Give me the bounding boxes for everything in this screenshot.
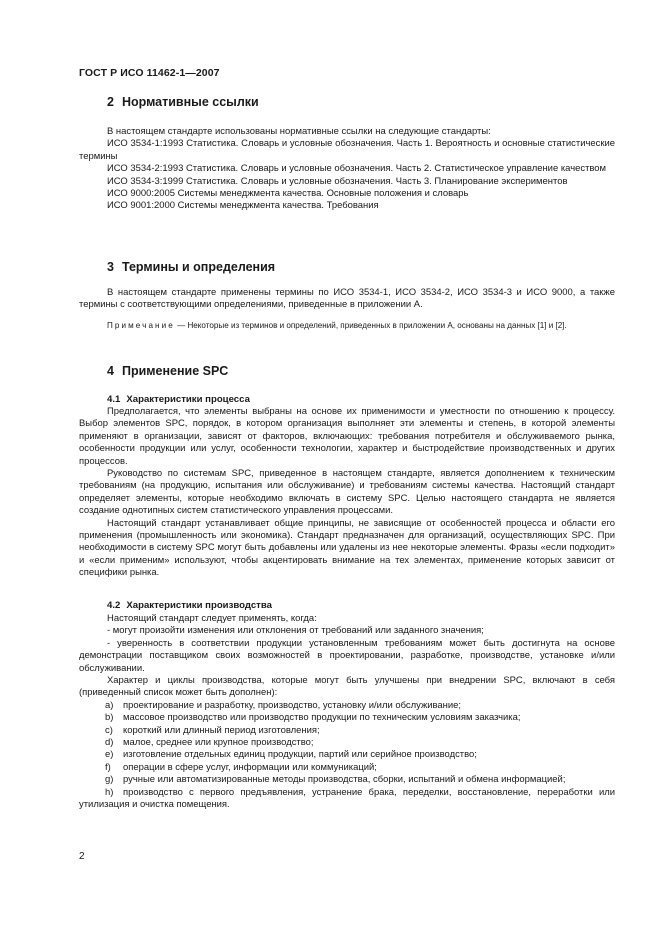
- list-item-text: изготовление отдельных единиц продукции, партий или серийное производство;: [123, 749, 477, 761]
- page-number: 2: [79, 851, 85, 862]
- section-3-note: [79, 320, 615, 332]
- list-item-text: массовое производство или производство продукции по техническим условиям заказчика;: [123, 712, 521, 724]
- list-item-label: b): [105, 712, 114, 724]
- section-number: 3: [107, 260, 114, 274]
- reference-item: ИСО 3534-2:1993 Статистика. Словарь и условные обозначения. Часть 2. Статистическое управление качеством: [107, 163, 607, 175]
- list-item-text: ручные или автоматизированные методы производства, сборки, испытаний и обмена информацией;: [123, 774, 566, 786]
- list-item: [79, 700, 615, 712]
- list-item: [79, 787, 615, 812]
- list-item-text: производство с первого предъявления, устранение брака, переделки, восстановление, переработки или утилизация и очистка помещения.: [79, 786, 615, 811]
- paragraph: Предполагается, что элементы выбраны на основе их применимости и уместности по отношению к процессу. Выбор элементов SPC, порядок, в котором организация выполняет эти элементы и степень, в которой элементы применяют в организации, зависят от факторов, включающих: требования потребителя и обслуживаемого рынка, особенности продукции или услуг, особенности технологии, характер и быстродействие производственных и других процессов.: [79, 406, 615, 467]
- subsection-number: 4.2: [107, 600, 121, 611]
- note-label: Примечание: [107, 321, 175, 330]
- list-item-text: малое, среднее или крупное производство;: [123, 737, 314, 749]
- subsection-4-2-body: [79, 613, 615, 812]
- section-number: 4: [107, 364, 114, 378]
- list-item-label: e): [105, 749, 114, 761]
- list-item-label: d): [105, 737, 114, 749]
- document-header: ГОСТ Р ИСО 11462-1—2007: [79, 67, 220, 79]
- subsection-4-1-body: [79, 406, 615, 580]
- list-item-label: h): [105, 786, 114, 798]
- section-2-body: [79, 126, 615, 213]
- paragraph: Руководство по системам SPC, приведенное в настоящем стандарте, является дополнением к техническим требованиям (на продукцию, испытания или обслуживание) и требованиям системы качества. Настоящий стандарт определяет элементы, которые необходимо включать в систему SPC. Целью настоящего стандарта не является создание однотипных систем статистического управления процессами.: [79, 468, 615, 517]
- dash-item: - могут произойти изменения или отклонения от требований или заданного значения;: [107, 625, 484, 637]
- subsection-number: 4.1: [107, 394, 121, 405]
- section-title: Термины и определения: [121, 260, 276, 274]
- note-paragraph: [79, 320, 615, 332]
- section-title: Применение SPC: [121, 364, 229, 378]
- section-3-body: [79, 287, 615, 312]
- paragraph: Настоящий стандарт следует применять, когда:: [107, 613, 317, 624]
- list-item-label: f): [105, 761, 111, 773]
- section-title: Нормативные ссылки: [121, 95, 259, 109]
- list-item: [79, 725, 615, 737]
- subsection-4-2-heading: [107, 600, 272, 611]
- dash-item: - уверенность в соответствии продукции установленным требованиям может быть достигнута на основе демонстрации поставщиком своих возможностей в проектировании, разработке, производстве, установке и/или обслуживании.: [79, 637, 615, 674]
- section-3-heading: [107, 260, 275, 274]
- section-2-heading: [107, 95, 259, 109]
- list-item: [79, 737, 615, 749]
- reference-item: ИСО 9000:2005 Системы менеджмента качества. Основные положения и словарь: [107, 188, 469, 200]
- list-item-label: c): [105, 724, 113, 736]
- note-text: — Некоторые из терминов и определений, приведенных в приложении А, основаны на данных [1] и [2].: [174, 321, 567, 330]
- list-item: [79, 774, 615, 786]
- reference-item: ИСО 3534-1:1993 Статистика. Словарь и условные обозначения. Часть 1. Вероятность и основные статистические термины: [79, 138, 615, 162]
- reference-item: ИСО 3534-3:1999 Статистика. Словарь и условные обозначения. Часть 3. Планирование экспериментов: [107, 175, 568, 187]
- paragraph: Настоящий стандарт устанавливает общие принципы, не зависящие от особенностей процесса и области его применения (промышленность или экономика). Стандарт предназначен для организаций, осуществляющих SPC. При необходимости в систему SPC могут быть добавлены или удалены из нее некоторые элементы. Фразы «если подходит» и «если применим» используют, чтобы акцентировать внимание на тех элементах, применение которых зависит от специфики рынка.: [79, 517, 615, 579]
- subsection-title: Характеристики производства: [126, 600, 272, 611]
- list-item: [79, 712, 615, 724]
- section-number: 2: [107, 95, 114, 109]
- list-item-text: операции в сфере услуг, информации или коммуникаций;: [123, 761, 377, 773]
- section-4-heading: [107, 364, 228, 378]
- list-item: [79, 762, 615, 774]
- paragraph: В настоящем стандарте применены термины по ИСО 3534-1, ИСО 3534-2, ИСО 3534-3 и ИСО 9000, а также термины с соответствующими определениями, приведенные в приложении А.: [79, 287, 615, 311]
- paragraph: В настоящем стандарте использованы нормативные ссылки на следующие стандарты:: [107, 126, 491, 137]
- subsection-title: Характеристики процесса: [126, 394, 250, 405]
- paragraph: Характер и циклы производства, которые могут быть улучшены при внедрении SPC, включают в себя (приведенный список может быть дополнен):: [79, 675, 615, 699]
- subsection-4-1-heading: [107, 394, 250, 405]
- list-item-label: g): [105, 774, 114, 786]
- reference-item: ИСО 9001:2000 Системы менеджмента качества. Требования: [107, 200, 379, 212]
- list-item-text: короткий или длинный период изготовления;: [123, 724, 320, 736]
- list-item-text: проектирование и разработку, производство, установку и/или обслуживание;: [123, 699, 462, 711]
- list-item-label: a): [105, 699, 114, 711]
- list-item: [79, 749, 615, 761]
